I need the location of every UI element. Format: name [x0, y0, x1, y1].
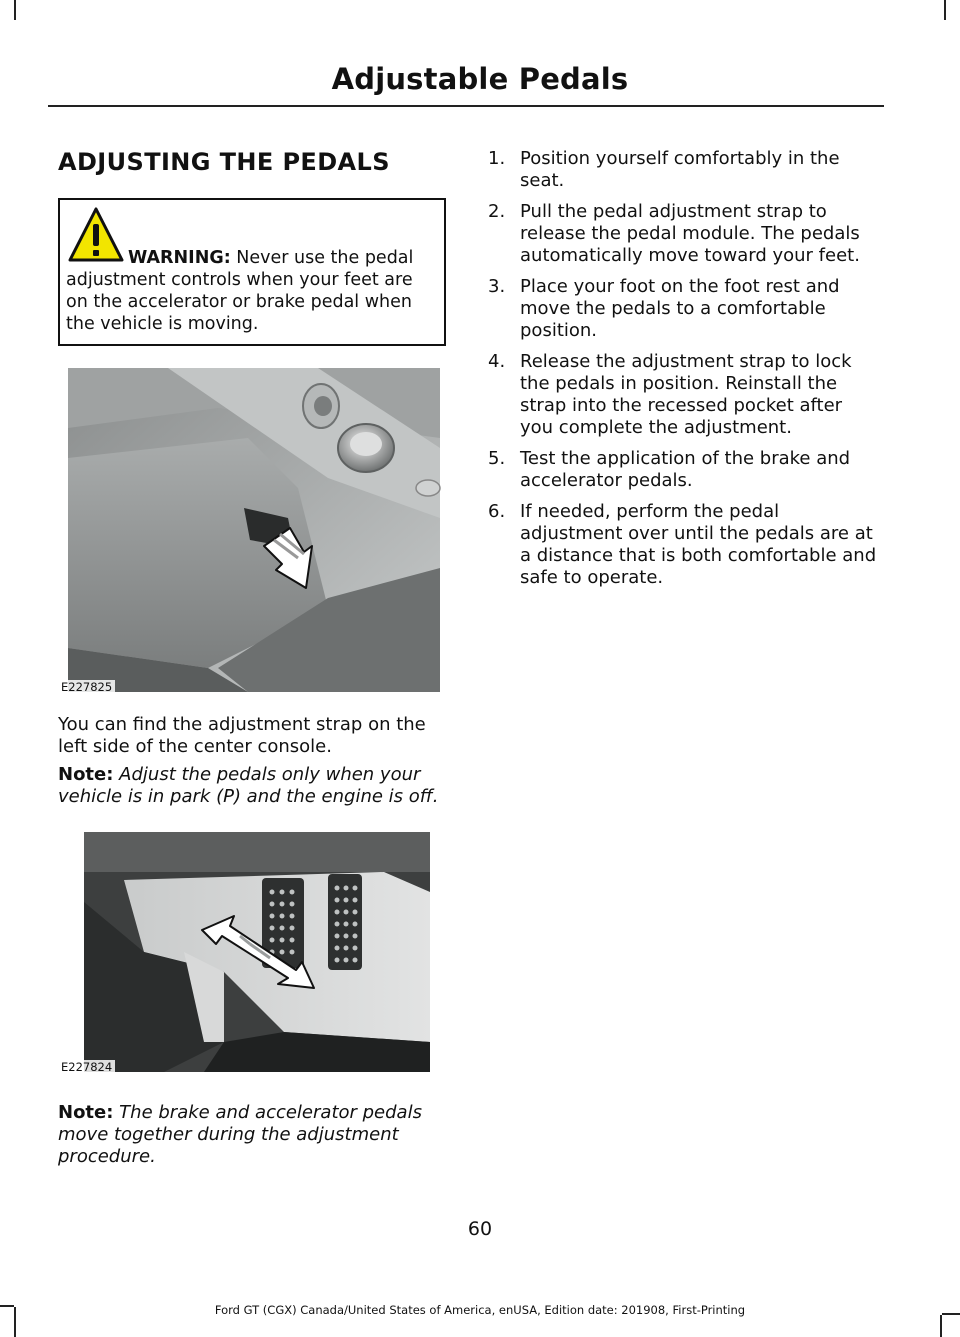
step-item [488, 501, 880, 589]
step-number: 3. [488, 276, 506, 297]
step-number: 6. [488, 501, 506, 522]
page-number: 60 [467, 1218, 493, 1240]
step-text: Release the adjustment strap to lock the pedals in position. Reinstall the strap into the recessed pocket after you complete the adjustment. [520, 351, 852, 438]
step-text: Pull the pedal adjustment strap to release the pedal module. The pedals automatically move toward your feet. [520, 201, 860, 266]
warning-box [58, 198, 446, 346]
warning-text: Never use the pedal adjustment controls when your feet are on the accelerator or brake pedal when the vehicle is moving. [66, 248, 414, 334]
page-footer: Ford GT (CGX) Canada/United States of America, enUSA, Edition date: 201908, First-Printing [214, 1303, 746, 1317]
warning-label: WARNING: [128, 248, 231, 268]
crop-mark [944, 0, 946, 20]
step-text: Test the application of the brake and accelerator pedals. [520, 448, 851, 491]
step-text: Position yourself comfortably in the seat. [520, 148, 840, 191]
step-item [488, 448, 880, 492]
step-text: If needed, perform the pedal adjustment over until the pedals are at a distance that is both comfortable and safe to operate. [520, 501, 877, 588]
strap-location-text: You can find the adjustment strap on the left side of the center console. [58, 714, 426, 757]
figure-code: E227825 [58, 680, 115, 694]
pedals-illustration [84, 832, 430, 1072]
crop-mark [940, 1315, 942, 1337]
note-label: Note: [58, 1102, 114, 1123]
step-number: 5. [488, 448, 506, 469]
header-divider [48, 105, 884, 107]
step-item [488, 148, 880, 192]
warning-triangle-icon [68, 206, 124, 264]
step-number: 2. [488, 201, 506, 222]
figure-pedals [61, 832, 430, 1074]
section-title: ADJUSTING THE PEDALS [58, 148, 390, 176]
note-text: The brake and accelerator pedals move together during the adjustment procedure. [58, 1102, 422, 1167]
figure-strap-location [61, 368, 440, 694]
figure-code: E227824 [58, 1060, 115, 1074]
crop-mark [14, 0, 16, 20]
note-pedals-together [58, 1102, 450, 1168]
step-number: 1. [488, 148, 506, 169]
note-park [58, 764, 450, 808]
note-label: Note: [58, 764, 114, 785]
step-number: 4. [488, 351, 506, 372]
adjustment-steps [488, 148, 880, 598]
step-item [488, 276, 880, 342]
page-header-title: Adjustable Pedals [331, 62, 629, 96]
step-text: Place your foot on the foot rest and move the pedals to a comfortable position. [520, 276, 840, 341]
accelerator-pedal [328, 874, 362, 970]
note-text: Adjust the pedals only when your vehicle is in park (P) and the engine is off. [58, 764, 439, 807]
step-item [488, 201, 880, 267]
step-item [488, 351, 880, 439]
console-illustration [68, 368, 440, 692]
